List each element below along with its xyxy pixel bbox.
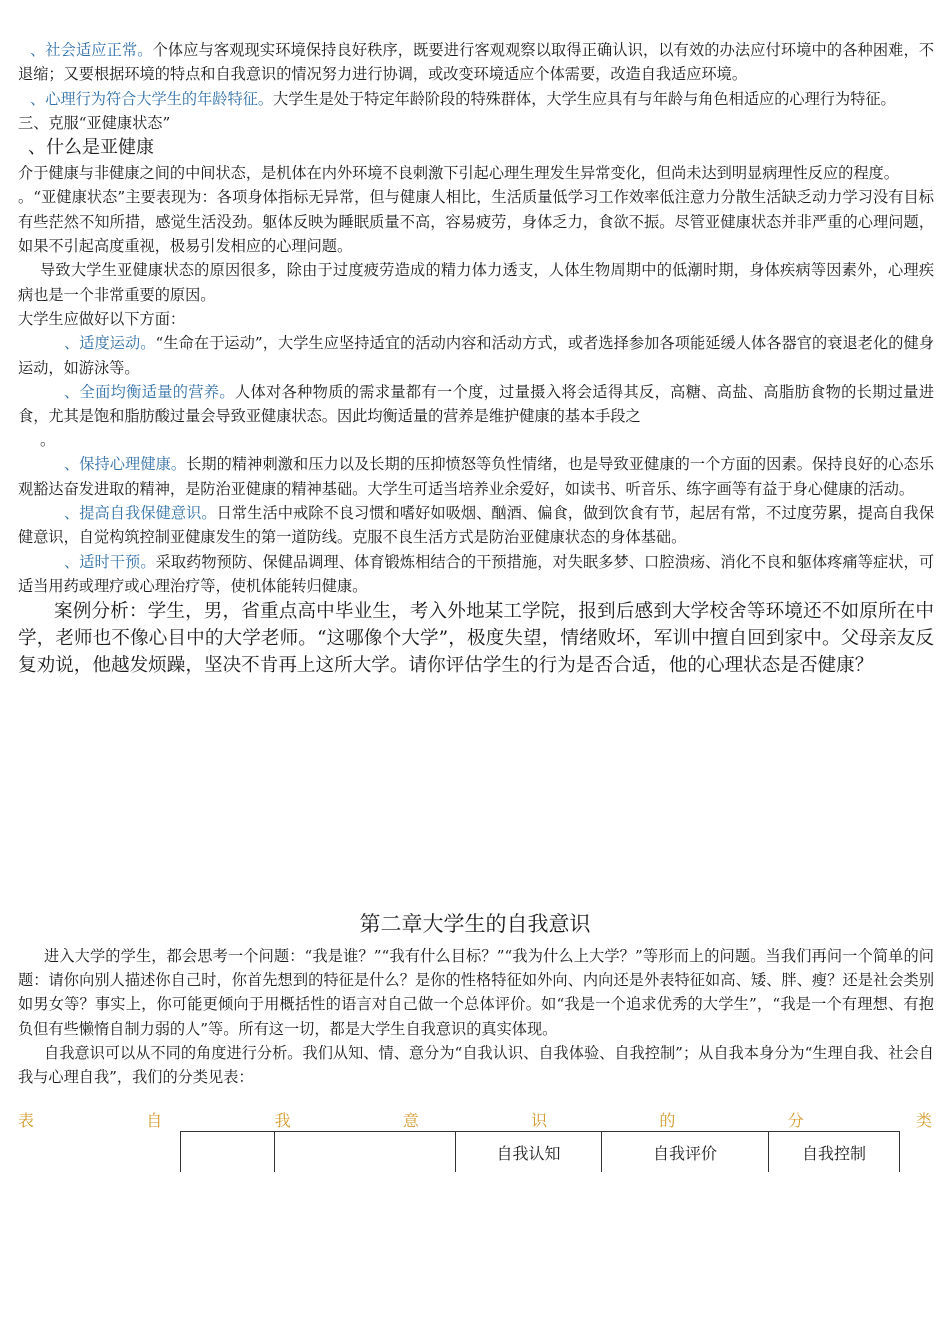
table-header-cell	[181, 1132, 275, 1173]
trailing-period: 。	[40, 431, 56, 450]
table-caption	[18, 1110, 932, 1132]
item-text: 大学生是处于特定年龄阶段的特殊群体，大学生应具有与年龄与角色相适应的心理行为特征。	[273, 89, 896, 108]
table-header-cell	[275, 1132, 456, 1173]
table-header-cell: 自我认知	[456, 1132, 602, 1173]
caption-char: 的	[659, 1111, 676, 1130]
item-lead: 、适度运动。	[64, 334, 156, 353]
item-text: 日常生活中戒除不良习惯和嗜好如吸烟、酗酒、偏食，做到饮食有节，起居有常，不过度劳累，提高自我保健意识，自觉构筑控制亚健康发生的第一道防线。克服不良生活方式是防治亚健康状态的身体基础。	[18, 504, 935, 547]
caption-char: 自	[146, 1111, 163, 1130]
list-item-nutrition	[18, 380, 934, 429]
caption-char: 类	[915, 1111, 932, 1130]
document-body	[18, 38, 934, 679]
caption-char: 我	[274, 1111, 291, 1130]
caption-char: 意	[402, 1111, 419, 1130]
item-lead: 、社会适应正常。	[30, 41, 153, 59]
item-text: 长期的精神刺激和压力以及长期的压抑愤怒等负性情绪，也是导致亚健康的一个方面的因素。保持良好的心态乐观豁达奋发进取的精神，是防治亚健康的精神基础。大学生可适当培养业余爱好，如读书、听音乐、练字画等有益于身心健康的活动。	[18, 455, 935, 498]
item-text: 个体应与客观现实环境保持良好秩序，既要进行客观观察以取得正确认识，以有效的办法应付环境中的各种困难，不退缩；又要根据环境的特点和自我意识的情况努力进行协调，或改变环境适应个体需要，改造自我适应环境。	[18, 41, 935, 84]
paragraph-causes: 导致大学生亚健康状态的原因很多，除由于过度疲劳造成的精力体力透支，人体生物周期中的低潮时期，身体疾病等因素外，心理疾病也是一个非常重要的原因。	[18, 261, 934, 304]
item-text: 采取药物预防、保健品调理、体育锻炼相结合的干预措施，对失眠多梦、口腔溃疡、消化不良和躯体疼痛等症状，可适当用药或理疗或心理治疗等，使机体能转归健康。	[18, 552, 935, 595]
paragraph-should-do: 大学生应做好以下方面：	[18, 309, 186, 328]
table-header-cell: 自我控制	[769, 1132, 900, 1173]
item-lead: 、适时干预。	[64, 552, 156, 571]
item-text: 人体对各种物质的需求量都有一个度，过量摄入将会适得其反，高糖、高盐、高脂肪食物的长期过量进食，尤其是饱和脂肪酸过量会导致亚健康状态。因此均衡适量的营养是维护健康的基本手段之	[18, 382, 935, 426]
caption-char: 分	[787, 1111, 804, 1130]
list-item-exercise	[18, 331, 934, 380]
list-item-self-care	[18, 501, 934, 550]
caption-char: 识	[531, 1111, 548, 1130]
item-lead: 、保持心理健康。	[64, 455, 187, 474]
table-header-cell: 自我评价	[602, 1132, 769, 1173]
chapter-intro	[18, 944, 934, 1089]
list-item-mental-health	[18, 452, 934, 501]
paragraph-social-adaptation	[18, 38, 934, 87]
item-lead: 、提高自我保健意识。	[64, 504, 217, 523]
intro-paragraph-2: 自我意识可以从不同的角度进行分析。我们从知、情、意分为“自我认识、自我体验、自我控制”；从自我本身分为“生理自我、社会自我与心理自我”，我们的分类见表：	[18, 1043, 934, 1087]
paragraph-definition: 介于健康与非健康之间的中间状态，是机体在内外环境不良刺激下引起心理生理发生异常变化，但尚未达到明显病理性反应的程度。	[18, 164, 899, 183]
intro-paragraph-1: 进入大学的学生，都会思考一个问题：“我是谁？”“我有什么目标？”“我为什么上大学？”等形而上的问题。当我们再问一个简单的问题：请你向别人描述你自己时，你首先想到的特征是什么？是你的性格特征如外向、内向还是外表特征如高、矮、胖、瘦？还是社会类别如男女等？事实上，你可能更倾向于用概括性的语言对自己做一个总体评价。如“我是一个追求优秀的大学生”，“我是一个有理想、有抱负但有些懒惰自制力弱的人”等。所有这一切，都是大学生自我意识的真实体现。	[18, 947, 934, 1038]
chapter-title: 第二章大学生的自我意识	[359, 912, 591, 936]
table-header-row	[181, 1132, 900, 1173]
case-analysis: 案例分析：学生，男，省重点高中毕业生，考入外地某工学院，报到后感到大学校舍等环境还不如原所在中学，老师也不像心目中的大学老师。“这哪像个大学”，极度失望，情绪败坏，军训中擅自回到家中。父母亲友反复劝说，他越发烦躁，坚决不肯再上这所大学。请你评估学生的行为是否合适，他的心理状态是否健康？	[18, 601, 934, 677]
item-lead: 、全面均衡适量的营养。	[64, 382, 235, 401]
caption-char: 表	[18, 1111, 35, 1130]
item-text: “生命在于运动”，大学生应坚持适宜的活动内容和活动方式，或者选择参加各项能延缓人体各器官的衰退老化的健身运动，如游泳等。	[18, 334, 935, 377]
section-heading-3: 三、克服“亚健康状态”	[18, 113, 171, 132]
subheading-subhealth: 、什么是亚健康	[28, 137, 154, 159]
paragraph-manifestation: 。“亚健康状态”主要表现为：各项身体指标无异常，但与健康人相比，生活质量低学习工作效率低注意力分散生活缺乏动力学习没有目标有些茫然不知所措，感觉生活没劲。躯体反映为睡眠质量不高，容易疲劳，身体乏力，食欲不振。尽管亚健康状态并非严重的心理问题，如果不引起高度重视，极易引发相应的心理问题。	[18, 188, 934, 256]
item-lead: 、心理行为符合大学生的年龄特征。	[30, 89, 273, 108]
self-awareness-table	[180, 1131, 900, 1172]
list-item-intervention	[18, 550, 934, 599]
paragraph-age-behavior	[18, 87, 934, 111]
